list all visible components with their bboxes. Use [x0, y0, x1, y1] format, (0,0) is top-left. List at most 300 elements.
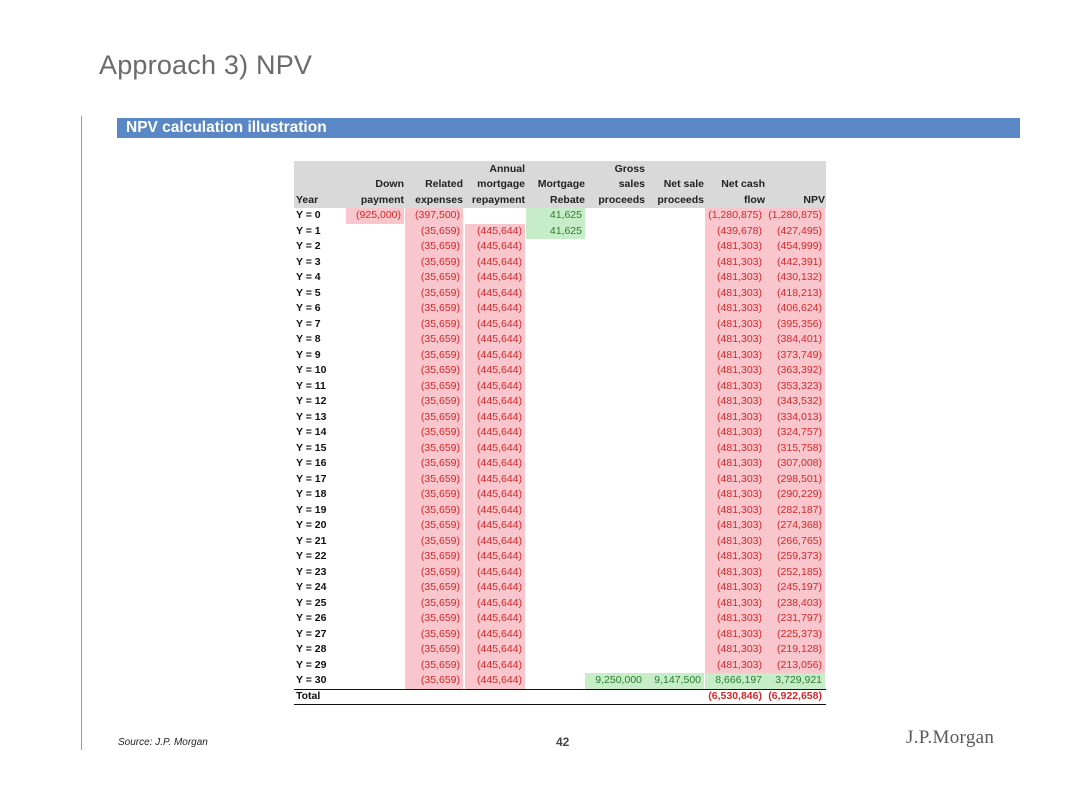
mortgage-repayment-cell: (445,644)	[465, 534, 525, 550]
mortgage-rebate-cell	[526, 611, 585, 627]
npv-cell: (384,401)	[765, 332, 825, 348]
mortgage-repayment-cell: (445,644)	[465, 627, 525, 643]
table-row	[294, 596, 826, 612]
npv-cell: (238,403)	[765, 596, 825, 612]
mortgage-repayment-cell: (445,644)	[465, 518, 525, 534]
npv-cell: (427,495)	[765, 224, 825, 240]
mortgage-rebate-cell	[526, 301, 585, 317]
npv-cell: (266,765)	[765, 534, 825, 550]
net-cash-flow-cell: (481,303)	[705, 301, 765, 317]
net-sale-cell	[645, 518, 704, 534]
net-sale-cell	[645, 348, 704, 364]
down-payment-cell	[346, 549, 404, 565]
table-row	[294, 332, 826, 348]
table-row	[294, 379, 826, 395]
net-cash-flow-cell: (481,303)	[705, 394, 765, 410]
year-cell: Y = 26	[296, 612, 327, 624]
table-row	[294, 301, 826, 317]
related-expenses-cell: (35,659)	[405, 642, 463, 658]
npv-cell: (343,532)	[765, 394, 825, 410]
mortgage-repayment-cell: (445,644)	[465, 379, 525, 395]
npv-cell: (1,280,875)	[765, 208, 825, 224]
npv-cell: (259,373)	[765, 549, 825, 565]
net-cash-flow-cell: 8,666,197	[705, 673, 765, 689]
mortgage-rebate-cell	[526, 286, 585, 302]
mortgage-rebate-cell	[526, 658, 585, 674]
related-expenses-cell: (35,659)	[405, 611, 463, 627]
year-cell: Y = 2	[296, 240, 321, 252]
year-cell: Y = 14	[296, 426, 327, 438]
year-cell: Y = 23	[296, 565, 327, 578]
mortgage-repayment-cell: (445,644)	[465, 363, 525, 379]
total-net-cash-flow: (6,530,846)	[708, 689, 762, 702]
related-expenses-cell: (35,659)	[405, 627, 463, 643]
down-payment-cell: (925,000)	[346, 208, 404, 224]
section-title-bar: NPV calculation illustration	[117, 118, 1020, 138]
related-expenses-cell: (35,659)	[405, 487, 463, 503]
net-sale-cell	[645, 208, 704, 224]
mortgage-repayment-cell: (445,644)	[465, 301, 525, 317]
related-expenses-cell: (35,659)	[405, 596, 463, 612]
mortgage-rebate-cell	[526, 549, 585, 565]
net-sale-cell	[645, 472, 704, 488]
table-row	[294, 456, 826, 472]
year-cell: Y = 3	[296, 255, 321, 268]
header-related-expenses: Related expenses	[415, 178, 463, 206]
npv-cell: (430,132)	[765, 270, 825, 286]
table-row	[294, 425, 826, 441]
gross-sales-cell	[585, 658, 645, 674]
npv-cell: (395,356)	[765, 317, 825, 333]
year-cell: Y = 30	[296, 674, 327, 686]
net-sale-cell	[645, 239, 704, 255]
npv-cell: (290,229)	[765, 487, 825, 503]
table-row	[294, 363, 826, 379]
npv-cell: (406,624)	[765, 301, 825, 317]
down-payment-cell	[346, 518, 404, 534]
related-expenses-cell: (35,659)	[405, 301, 463, 317]
table-row	[294, 518, 826, 534]
mortgage-repayment-cell: (445,644)	[465, 673, 525, 689]
mortgage-rebate-cell	[526, 379, 585, 395]
mortgage-rebate-cell	[526, 255, 585, 271]
net-sale-cell	[645, 332, 704, 348]
gross-sales-cell	[585, 642, 645, 658]
year-cell: Y = 10	[296, 364, 327, 376]
gross-sales-cell	[585, 317, 645, 333]
related-expenses-cell: (35,659)	[405, 425, 463, 441]
year-cell: Y = 16	[296, 457, 327, 469]
net-sale-cell	[645, 503, 704, 519]
gross-sales-cell	[585, 549, 645, 565]
net-sale-cell	[645, 565, 704, 581]
mortgage-repayment-cell: (445,644)	[465, 255, 525, 271]
table-row	[294, 286, 826, 302]
gross-sales-cell	[585, 286, 645, 302]
mortgage-rebate-cell	[526, 472, 585, 488]
header-gross-sales: Gross sales proceeds	[598, 162, 645, 206]
mortgage-repayment-cell: (445,644)	[465, 642, 525, 658]
net-cash-flow-cell: (481,303)	[705, 441, 765, 457]
mortgage-rebate-cell	[526, 348, 585, 364]
npv-cell: 3,729,921	[765, 673, 825, 689]
gross-sales-cell	[585, 394, 645, 410]
table-row	[294, 255, 826, 271]
table-row	[294, 487, 826, 503]
mortgage-rebate-cell	[526, 487, 585, 503]
slide-title: Approach 3) NPV	[99, 50, 313, 80]
net-cash-flow-cell: (481,303)	[705, 565, 765, 581]
gross-sales-cell	[585, 379, 645, 395]
table-row	[294, 673, 826, 689]
down-payment-cell	[346, 317, 404, 333]
gross-sales-cell	[585, 255, 645, 271]
net-sale-cell	[645, 255, 704, 271]
mortgage-rebate-cell	[526, 441, 585, 457]
related-expenses-cell: (35,659)	[405, 410, 463, 426]
net-sale-cell	[645, 596, 704, 612]
net-sale-cell	[645, 456, 704, 472]
table-row	[294, 580, 826, 596]
related-expenses-cell: (35,659)	[405, 286, 463, 302]
left-divider	[81, 116, 82, 750]
net-cash-flow-cell: (481,303)	[705, 534, 765, 550]
related-expenses-cell: (35,659)	[405, 270, 463, 286]
net-cash-flow-cell: (1,280,875)	[705, 208, 765, 224]
header-down-payment: Down payment	[360, 178, 404, 206]
year-cell: Y = 20	[296, 519, 327, 531]
header-mortgage-rebate: Mortgage Rebate	[537, 178, 585, 206]
net-sale-cell	[645, 286, 704, 302]
mortgage-rebate-cell	[526, 363, 585, 379]
year-cell: Y = 0	[296, 209, 321, 221]
down-payment-cell	[346, 673, 404, 689]
header-year: Year	[296, 193, 319, 206]
related-expenses-cell: (35,659)	[405, 441, 463, 457]
mortgage-repayment-cell: (445,644)	[465, 270, 525, 286]
net-cash-flow-cell: (481,303)	[705, 627, 765, 643]
year-cell: Y = 1	[296, 224, 321, 237]
net-sale-cell	[645, 611, 704, 627]
table-header	[294, 161, 826, 208]
mortgage-repayment-cell: (445,644)	[465, 456, 525, 472]
jpmorgan-logo: J.P.Morgan	[906, 727, 995, 748]
down-payment-cell	[346, 239, 404, 255]
table-row	[294, 503, 826, 519]
mortgage-repayment-cell: (445,644)	[465, 348, 525, 364]
down-payment-cell	[346, 627, 404, 643]
gross-sales-cell	[585, 348, 645, 364]
table-row	[294, 441, 826, 457]
total-label: Total	[296, 689, 321, 702]
mortgage-repayment-cell: (445,644)	[465, 503, 525, 519]
mortgage-repayment-cell: (445,644)	[465, 611, 525, 627]
related-expenses-cell: (35,659)	[405, 317, 463, 333]
npv-cell: (252,185)	[765, 565, 825, 581]
net-sale-cell	[645, 425, 704, 441]
npv-cell: (274,368)	[765, 518, 825, 534]
npv-table	[294, 161, 826, 704]
npv-cell: (245,197)	[765, 580, 825, 596]
npv-cell: (225,373)	[765, 627, 825, 643]
total-underline	[294, 704, 826, 705]
npv-cell: (363,392)	[765, 363, 825, 379]
table-row	[294, 394, 826, 410]
npv-cell: (454,999)	[765, 239, 825, 255]
mortgage-rebate-cell	[526, 642, 585, 658]
header-net-cash-flow: Net cash flow	[721, 178, 765, 206]
npv-cell: (213,056)	[765, 658, 825, 674]
net-cash-flow-cell: (481,303)	[705, 317, 765, 333]
related-expenses-cell: (35,659)	[405, 534, 463, 550]
mortgage-rebate-cell	[526, 518, 585, 534]
mortgage-rebate-cell	[526, 673, 585, 689]
mortgage-rebate-cell	[526, 627, 585, 643]
year-cell: Y = 4	[296, 271, 321, 283]
mortgage-rebate-cell	[526, 596, 585, 612]
year-cell: Y = 11	[296, 379, 326, 392]
down-payment-cell	[346, 472, 404, 488]
year-cell: Y = 9	[296, 348, 321, 361]
related-expenses-cell: (35,659)	[405, 363, 463, 379]
down-payment-cell	[346, 332, 404, 348]
gross-sales-cell	[585, 425, 645, 441]
table-row	[294, 317, 826, 333]
table-row	[294, 611, 826, 627]
gross-sales-cell	[585, 410, 645, 426]
npv-cell: (219,128)	[765, 642, 825, 658]
mortgage-rebate-cell	[526, 394, 585, 410]
net-cash-flow-cell: (481,303)	[705, 410, 765, 426]
net-sale-cell	[645, 363, 704, 379]
npv-cell: (282,187)	[765, 503, 825, 519]
year-cell: Y = 7	[296, 317, 321, 330]
related-expenses-cell: (35,659)	[405, 224, 463, 240]
mortgage-repayment-cell: (445,644)	[465, 286, 525, 302]
year-cell: Y = 28	[296, 643, 327, 655]
table-row	[294, 348, 826, 364]
gross-sales-cell	[585, 596, 645, 612]
table-row	[294, 410, 826, 426]
gross-sales-cell	[585, 580, 645, 596]
table-row	[294, 208, 826, 224]
net-sale-cell	[645, 549, 704, 565]
mortgage-repayment-cell: (445,644)	[465, 658, 525, 674]
net-cash-flow-cell: (481,303)	[705, 549, 765, 565]
year-cell: Y = 18	[296, 488, 327, 500]
net-cash-flow-cell: (481,303)	[705, 596, 765, 612]
table-row	[294, 224, 826, 240]
total-npv: (6,922,658)	[768, 689, 822, 702]
npv-cell: (353,323)	[765, 379, 825, 395]
year-cell: Y = 15	[296, 441, 327, 454]
mortgage-rebate-cell	[526, 565, 585, 581]
net-cash-flow-cell: (481,303)	[705, 472, 765, 488]
gross-sales-cell	[585, 332, 645, 348]
related-expenses-cell: (397,500)	[405, 208, 463, 224]
down-payment-cell	[346, 596, 404, 612]
npv-cell: (334,013)	[765, 410, 825, 426]
down-payment-cell	[346, 534, 404, 550]
gross-sales-cell	[585, 239, 645, 255]
npv-cell: (373,749)	[765, 348, 825, 364]
table-row	[294, 534, 826, 550]
down-payment-cell	[346, 441, 404, 457]
down-payment-cell	[346, 456, 404, 472]
gross-sales-cell	[585, 503, 645, 519]
npv-cell: (231,797)	[765, 611, 825, 627]
down-payment-cell	[346, 379, 404, 395]
mortgage-repayment-cell: (445,644)	[465, 565, 525, 581]
year-cell: Y = 22	[296, 550, 327, 562]
table-row	[294, 239, 826, 255]
gross-sales-cell	[585, 208, 645, 224]
gross-sales-cell	[585, 472, 645, 488]
gross-sales-cell	[585, 534, 645, 550]
net-cash-flow-cell: (481,303)	[705, 348, 765, 364]
down-payment-cell	[346, 270, 404, 286]
related-expenses-cell: (35,659)	[405, 379, 463, 395]
related-expenses-cell: (35,659)	[405, 472, 463, 488]
table-row	[294, 642, 826, 658]
year-cell: Y = 13	[296, 410, 327, 423]
gross-sales-cell	[585, 456, 645, 472]
net-cash-flow-cell: (481,303)	[705, 580, 765, 596]
table-row	[294, 472, 826, 488]
down-payment-cell	[346, 394, 404, 410]
mortgage-rebate-cell	[526, 332, 585, 348]
related-expenses-cell: (35,659)	[405, 348, 463, 364]
related-expenses-cell: (35,659)	[405, 255, 463, 271]
table-row	[294, 270, 826, 286]
net-sale-cell	[645, 394, 704, 410]
net-cash-flow-cell: (481,303)	[705, 286, 765, 302]
net-sale-cell	[645, 627, 704, 643]
net-cash-flow-cell: (481,303)	[705, 487, 765, 503]
gross-sales-cell	[585, 441, 645, 457]
net-cash-flow-cell: (481,303)	[705, 425, 765, 441]
gross-sales-cell	[585, 363, 645, 379]
net-cash-flow-cell: (481,303)	[705, 363, 765, 379]
down-payment-cell	[346, 363, 404, 379]
npv-cell: (418,213)	[765, 286, 825, 302]
related-expenses-cell: (35,659)	[405, 456, 463, 472]
net-cash-flow-cell: (481,303)	[705, 379, 765, 395]
mortgage-repayment-cell: (445,644)	[465, 317, 525, 333]
net-sale-cell: 9,147,500	[645, 673, 704, 689]
mortgage-rebate-cell	[526, 534, 585, 550]
net-cash-flow-cell: (439,678)	[705, 224, 765, 240]
down-payment-cell	[346, 224, 404, 240]
year-cell: Y = 5	[296, 286, 321, 299]
net-sale-cell	[645, 642, 704, 658]
table-row	[294, 658, 826, 674]
related-expenses-cell: (35,659)	[405, 518, 463, 534]
table-row	[294, 549, 826, 565]
net-sale-cell	[645, 270, 704, 286]
related-expenses-cell: (35,659)	[405, 503, 463, 519]
down-payment-cell	[346, 611, 404, 627]
net-cash-flow-cell: (481,303)	[705, 332, 765, 348]
mortgage-rebate-cell	[526, 239, 585, 255]
net-cash-flow-cell: (481,303)	[705, 270, 765, 286]
mortgage-repayment-cell: (445,644)	[465, 410, 525, 426]
year-cell: Y = 8	[296, 333, 321, 345]
year-cell: Y = 17	[296, 472, 327, 485]
down-payment-cell	[346, 503, 404, 519]
mortgage-rebate-cell	[526, 503, 585, 519]
down-payment-cell	[346, 255, 404, 271]
gross-sales-cell	[585, 611, 645, 627]
year-cell: Y = 12	[296, 395, 327, 407]
mortgage-repayment-cell: (445,644)	[465, 580, 525, 596]
related-expenses-cell: (35,659)	[405, 658, 463, 674]
mortgage-repayment-cell: (445,644)	[465, 441, 525, 457]
table-body	[294, 208, 826, 689]
year-cell: Y = 21	[296, 534, 327, 547]
net-cash-flow-cell: (481,303)	[705, 239, 765, 255]
net-sale-cell	[645, 658, 704, 674]
npv-cell: (315,758)	[765, 441, 825, 457]
year-cell: Y = 27	[296, 627, 327, 640]
net-cash-flow-cell: (481,303)	[705, 255, 765, 271]
down-payment-cell	[346, 348, 404, 364]
mortgage-rebate-cell: 41,625	[526, 224, 585, 240]
mortgage-repayment-cell: (445,644)	[465, 332, 525, 348]
related-expenses-cell: (35,659)	[405, 673, 463, 689]
mortgage-repayment-cell: (445,644)	[465, 239, 525, 255]
npv-cell: (442,391)	[765, 255, 825, 271]
net-cash-flow-cell: (481,303)	[705, 658, 765, 674]
net-sale-cell	[645, 317, 704, 333]
mortgage-rebate-cell	[526, 580, 585, 596]
gross-sales-cell: 9,250,000	[585, 673, 645, 689]
year-cell: Y = 25	[296, 596, 327, 609]
mortgage-rebate-cell	[526, 425, 585, 441]
down-payment-cell	[346, 642, 404, 658]
related-expenses-cell: (35,659)	[405, 580, 463, 596]
mortgage-rebate-cell	[526, 456, 585, 472]
down-payment-cell	[346, 286, 404, 302]
net-sale-cell	[645, 580, 704, 596]
header-net-sale: Net sale proceeds	[657, 178, 704, 206]
gross-sales-cell	[585, 301, 645, 317]
gross-sales-cell	[585, 224, 645, 240]
gross-sales-cell	[585, 565, 645, 581]
year-cell: Y = 29	[296, 658, 327, 671]
net-sale-cell	[645, 534, 704, 550]
table-row	[294, 627, 826, 643]
down-payment-cell	[346, 580, 404, 596]
year-cell: Y = 6	[296, 302, 321, 314]
net-cash-flow-cell: (481,303)	[705, 503, 765, 519]
related-expenses-cell: (35,659)	[405, 332, 463, 348]
mortgage-repayment-cell: (445,644)	[465, 549, 525, 565]
mortgage-repayment-cell	[465, 208, 525, 224]
year-cell: Y = 24	[296, 581, 327, 593]
table-row	[294, 565, 826, 581]
net-sale-cell	[645, 301, 704, 317]
net-cash-flow-cell: (481,303)	[705, 642, 765, 658]
mortgage-repayment-cell: (445,644)	[465, 487, 525, 503]
npv-cell: (298,501)	[765, 472, 825, 488]
related-expenses-cell: (35,659)	[405, 565, 463, 581]
mortgage-repayment-cell: (445,644)	[465, 394, 525, 410]
related-expenses-cell: (35,659)	[405, 394, 463, 410]
mortgage-rebate-cell: 41,625	[526, 208, 585, 224]
down-payment-cell	[346, 425, 404, 441]
header-mortgage-repayment: Annual mortgage repayment	[471, 162, 525, 206]
